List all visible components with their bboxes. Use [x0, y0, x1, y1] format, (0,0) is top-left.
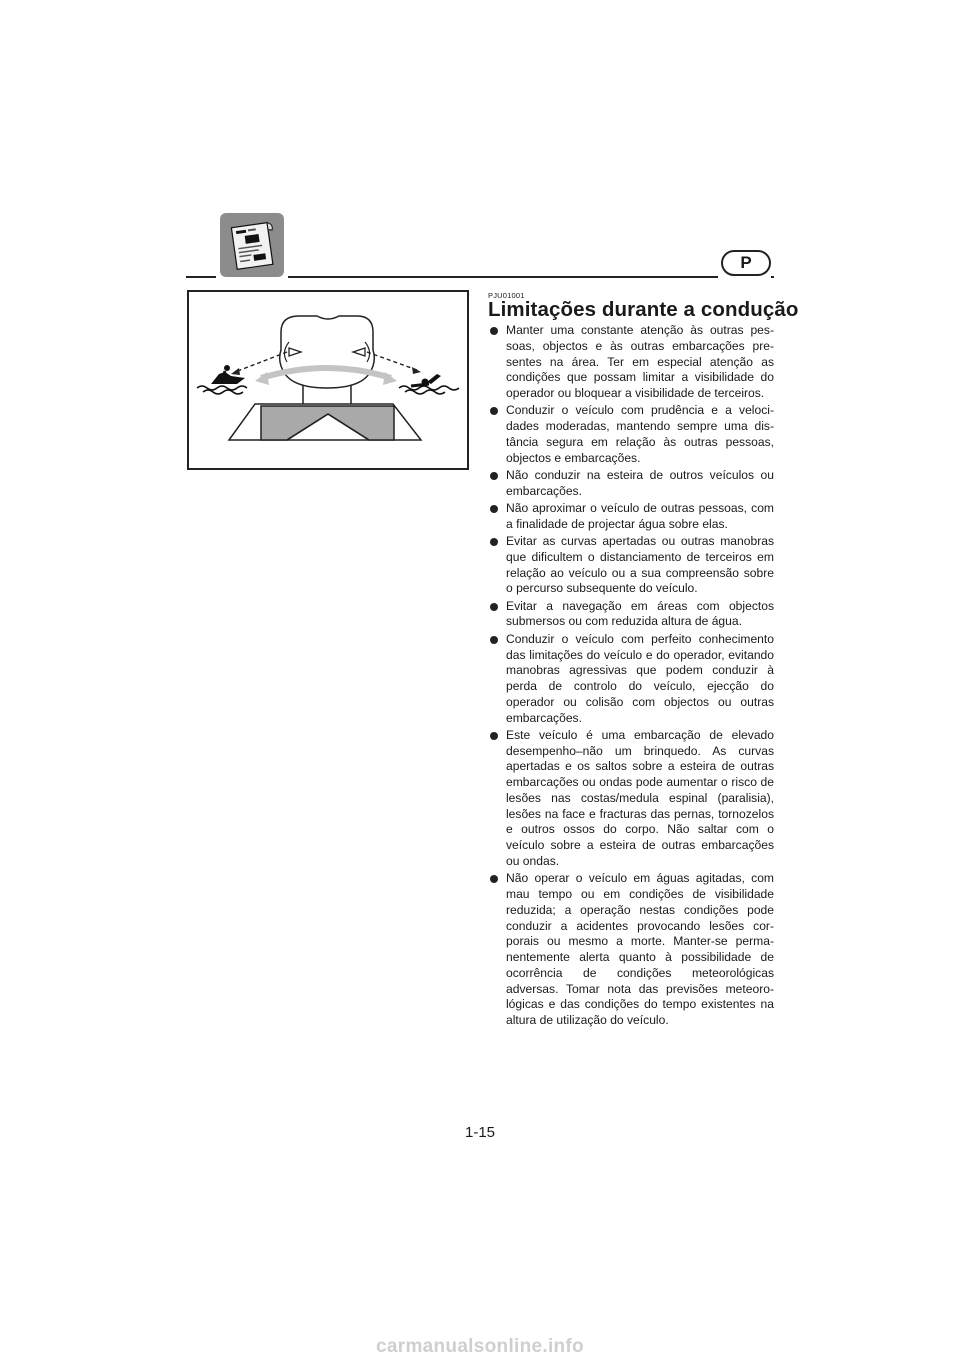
list-item: Manter uma constante atenção às outras pessoas, objectos e às outras embarcações presentes na área. Ter em especial atenção as condições que possam limitar a visibilidade do operador ou bloquear a visibilidade de terceiros.	[488, 323, 774, 402]
list-item: Este veículo é uma embarcação de elevado desempenho–não um brinquedo. As curvas apertadas e os saltos sobre a esteira de outras embarcações ou ondas pode aumentar o risco de lesões nas costas/medula espinal (paralisia), lesões na face e fracturas das pernas, tornozelos e outros ossos do corpo. Não saltar com o veículo sobre a esteira de outras embarcações ou ondas.	[488, 728, 774, 870]
header-rule-middle	[288, 276, 718, 278]
list-item: Evitar as curvas apertadas ou outras manobras que dificultem o distanciamento de terceiros em relação ao veículo ou a sua compreensão sobre o percurso subsequente do veículo.	[488, 534, 774, 597]
list-item: Evitar a navegação em áreas com objectos submersos ou com reduzida altura de água.	[488, 599, 774, 631]
list-item: Não aproximar o veículo de outras pessoas, com a finalidade de projectar água sobre elas.	[488, 501, 774, 533]
list-item: Não operar o veículo em águas agitadas, com mau tempo ou em condições de visibilidade reduzida; a operação nestas condições pode conduzir a acidentes provocando lesões corporais ou mesmo a morte. Manter-se permanentemente alerta quanto à possibilidade de ocorrência de condições meteorológicas adversas. Tomar nota das previsões meteorológicas e das condições do tempo existentes na altura de utilização do veículo.	[488, 871, 774, 1029]
section-title: Limitações durante a condução	[488, 298, 799, 321]
watermark: carmanualsonline.info	[376, 1336, 584, 1357]
bullet-list	[488, 323, 774, 1030]
list-item: Conduzir o veículo com prudência e a velocidades moderadas, mantendo sempre uma distância segura em relação às outras pessoas, objectos e embarcações.	[488, 403, 774, 466]
list-item: Conduzir o veículo com perfeito conhecimento das limitações do veículo e do operador, evitando manobras agressivas que podem conduzir à perda de controlo do veículo, ejecção do operador ou colisão com objectos ou outras embarcações.	[488, 632, 774, 727]
language-badge: P	[721, 250, 771, 276]
illustration-frame	[187, 290, 469, 470]
manual-book-icon	[220, 213, 284, 277]
header-rule-right	[771, 276, 774, 278]
section-ref-code: PJU01001	[488, 291, 525, 300]
header-rule-left	[186, 276, 216, 278]
list-item: Não conduzir na esteira de outros veículos ou embarcações.	[488, 468, 774, 500]
page-number: 1-15	[464, 1124, 496, 1141]
watercraft-visibility-illustration	[189, 292, 467, 468]
